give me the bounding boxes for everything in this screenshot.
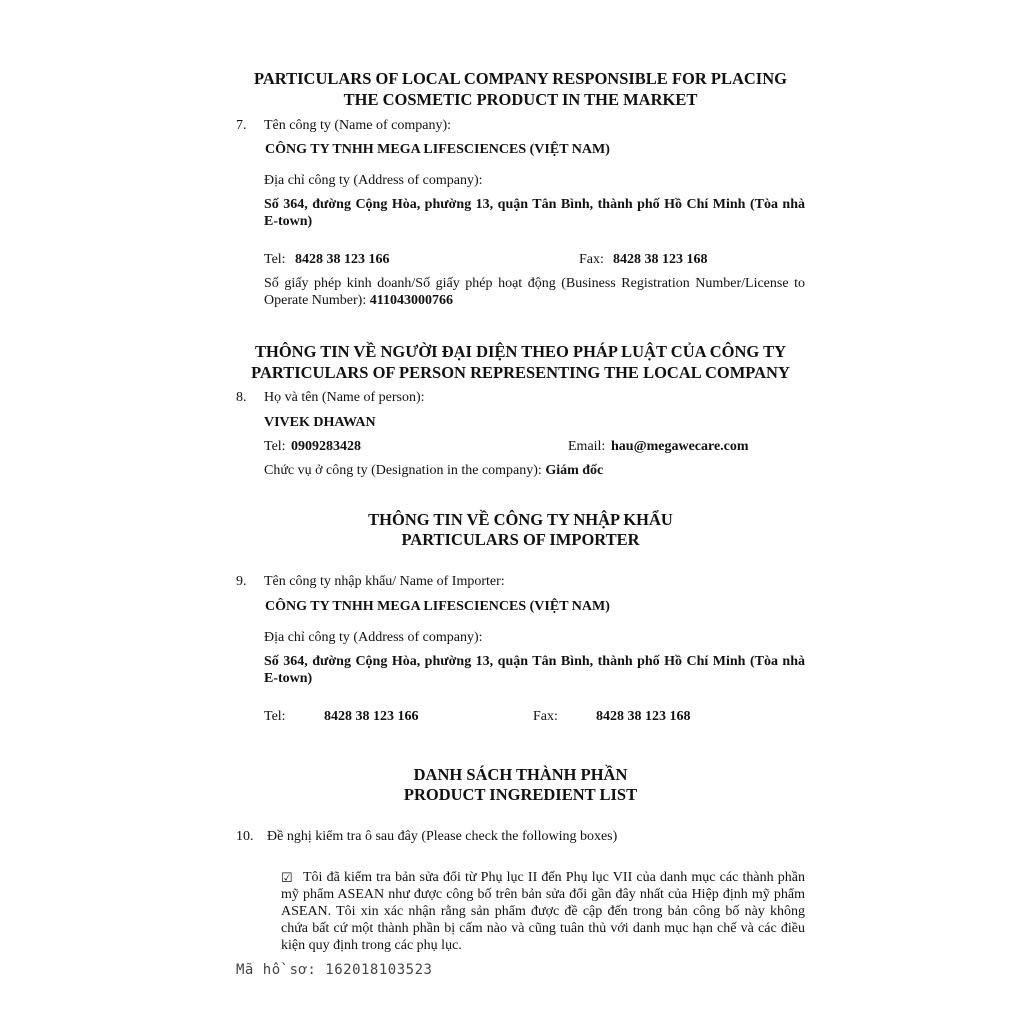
section-7-heading-line1: PARTICULARS OF LOCAL COMPANY RESPONSIBLE FOR PLACING — [254, 69, 787, 88]
designation-label: Chức vụ ở công ty (Designation in the company): — [264, 463, 542, 478]
fax-label: Fax: — [579, 252, 604, 267]
section-8-heading-line1: THÔNG TIN VỀ NGƯỜI ĐẠI DIỆN THEO PHÁP LUẬT CỦA CÔNG TY — [255, 342, 786, 361]
tel-label: Tel: — [264, 252, 286, 267]
fax-value: 8428 38 123 168 — [613, 252, 708, 267]
dossier-number: Mã hồ sơ: 162018103523 — [236, 962, 433, 978]
ingredient-declaration: Tôi đã kiểm tra bản sửa đổi từ Phụ lục II đến Phụ lục VII của danh mục các thành phần mỹ phẩm ASEAN như được công bố trên bản sửa đổi gần đây nhất của Hiệp định mỹ phẩm ASEAN. Tôi xin xác nhận rằng sản phẩm được đề cập đến trong bản công bố này không chứa bất cứ một thành phần bị cấm nào và cũng tuân thủ với danh mục hạn chế và các điều kiện quy định trong các phụ lục. — [281, 870, 805, 953]
business-license-label: Số giấy phép kinh doanh/Số giấy phép hoạt động (Business Registration Number/License to Operate Number): — [264, 276, 805, 308]
importer-tel-label: Tel: — [264, 709, 286, 724]
designation — [264, 462, 603, 479]
business-license-value: 411043000766 — [369, 293, 453, 308]
person-tel-label: Tel: — [264, 439, 286, 454]
importer-name-label: Tên công ty nhập khẩu/ Name of Importer: — [264, 574, 505, 589]
company-name-label: Tên công ty (Name of company): — [264, 118, 451, 133]
person-tel-value: 0909283428 — [291, 439, 361, 454]
importer-fax-label: Fax: — [533, 709, 558, 724]
item-number-7: 7. — [236, 118, 247, 133]
person-name-label: Họ và tên (Name of person): — [264, 390, 425, 405]
importer-address-label: Địa chỉ công ty (Address of company): — [264, 630, 483, 645]
section-10-heading-line2: PRODUCT INGREDIENT LIST — [403, 785, 638, 804]
designation-value: Giám đốc — [545, 463, 604, 478]
section-9-heading-line1: THÔNG TIN VỀ CÔNG TY NHẬP KHẨU — [368, 510, 673, 529]
importer-name-value: CÔNG TY TNHH MEGA LIFESCIENCES (VIỆT NAM) — [265, 599, 610, 614]
company-name-value: CÔNG TY TNHH MEGA LIFESCIENCES (VIỆT NAM) — [265, 142, 610, 157]
email-value: hau@megawecare.com — [611, 439, 749, 454]
section-7-heading-line2: THE COSMETIC PRODUCT IN THE MARKET — [343, 90, 698, 109]
business-license — [264, 275, 805, 309]
email-label: Email: — [568, 439, 606, 454]
company-address-value: Số 364, đường Cộng Hòa, phường 13, quận Tân Bình, thành phố Hồ Chí Minh (Tòa nhà E-town) — [264, 197, 805, 229]
person-name-value: VIVEK DHAWAN — [264, 415, 376, 430]
section-9-heading-line2: PARTICULARS OF IMPORTER — [401, 530, 640, 549]
item-number-8: 8. — [236, 390, 247, 405]
section-8-heading-line2: PARTICULARS OF PERSON REPRESENTING THE LOCAL COMPANY — [251, 363, 790, 382]
checked-checkbox-icon: ☑ — [281, 870, 293, 885]
company-address-label: Địa chỉ công ty (Address of company): — [264, 173, 483, 188]
importer-fax-value: 8428 38 123 168 — [596, 709, 691, 724]
item-number-10: 10. — [236, 829, 254, 844]
importer-tel-value: 8428 38 123 166 — [324, 709, 419, 724]
importer-address-value: Số 364, đường Cộng Hòa, phường 13, quận Tân Bình, thành phố Hồ Chí Minh (Tòa nhà E-town) — [264, 654, 805, 686]
check-instruction: Đề nghị kiểm tra ô sau đây (Please check the following boxes) — [267, 829, 618, 844]
tel-value: 8428 38 123 166 — [295, 252, 390, 267]
item-number-9: 9. — [236, 574, 247, 589]
section-10-heading-line1: DANH SÁCH THÀNH PHẦN — [413, 765, 628, 784]
